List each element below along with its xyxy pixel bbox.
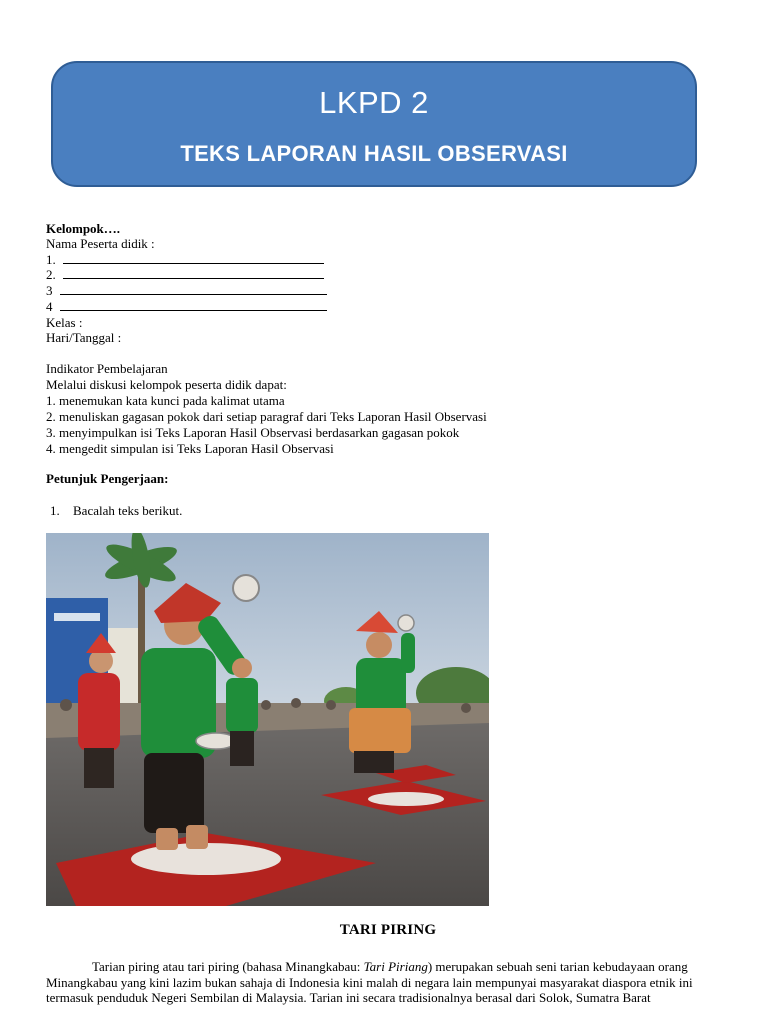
participant-row-3[interactable] [46, 283, 327, 298]
article-text-end: ) merupakan sebuah seni tarian kebudayaan orang Minangkabau yang kini lazim bukan sahaja di Indonesia kini malah di negara lain mempunyai masyarakat diaspora etnik ini termasuk penduduk Negeri Sembilan di Malaysia. Tarian ini secara tradisionalnya berasal dari Solok, Sumatra Barat [46, 959, 693, 1005]
participant-row-2[interactable] [46, 267, 324, 282]
participant-name-blank[interactable] [60, 299, 327, 311]
participant-row-4[interactable] [46, 299, 327, 314]
header-banner [51, 61, 697, 187]
participant-name-blank[interactable] [60, 283, 327, 295]
dancers-illustration [46, 533, 489, 906]
article-paragraph [46, 959, 714, 1006]
article-italic-term: Tari Piriang [363, 959, 428, 974]
indicator-item: 1. menemukan kata kunci pada kalimat utama [46, 393, 285, 408]
participant-number: 4 [46, 299, 53, 314]
participant-number: 3 [46, 283, 53, 298]
participant-number: 1. [46, 252, 56, 267]
class-label: Kelas : [46, 315, 83, 330]
article-title: TARI PIRING [339, 922, 437, 938]
instruction-step-text: Bacalah teks berikut. [73, 503, 183, 518]
indicators-heading: Indikator Pembelajaran [46, 361, 168, 376]
indicator-item: 3. menyimpulkan isi Teks Laporan Hasil Observasi berdasarkan gagasan pokok [46, 425, 460, 440]
participant-name-blank[interactable] [63, 252, 324, 264]
indicator-item: 4. mengedit simpulan isi Teks Laporan Hasil Observasi [46, 441, 334, 456]
date-label: Hari/Tanggal : [46, 330, 122, 345]
tari-piring-photo [46, 533, 489, 906]
instruction-step [50, 503, 182, 518]
article-text-start: Tarian piring atau tari piring (bahasa Minangkabau: [92, 959, 364, 974]
indicators-intro: Melalui diskusi kelompok peserta didik dapat: [46, 377, 287, 392]
participants-label: Nama Peserta didik : [46, 236, 155, 251]
indicator-item: 2. menuliskan gagasan pokok dari setiap paragraf dari Teks Laporan Hasil Observasi [46, 409, 487, 424]
group-label: Kelompok…. [46, 221, 121, 236]
participant-number: 2. [46, 267, 56, 282]
page-title: LKPD 2 [319, 85, 429, 120]
instructions-heading: Petunjuk Pengerjaan: [46, 471, 169, 486]
instruction-step-number: 1. [50, 503, 60, 518]
page-subtitle: TEKS LAPORAN HASIL OBSERVASI [180, 141, 568, 166]
participant-name-blank[interactable] [63, 267, 324, 279]
participant-row-1[interactable] [46, 252, 324, 267]
